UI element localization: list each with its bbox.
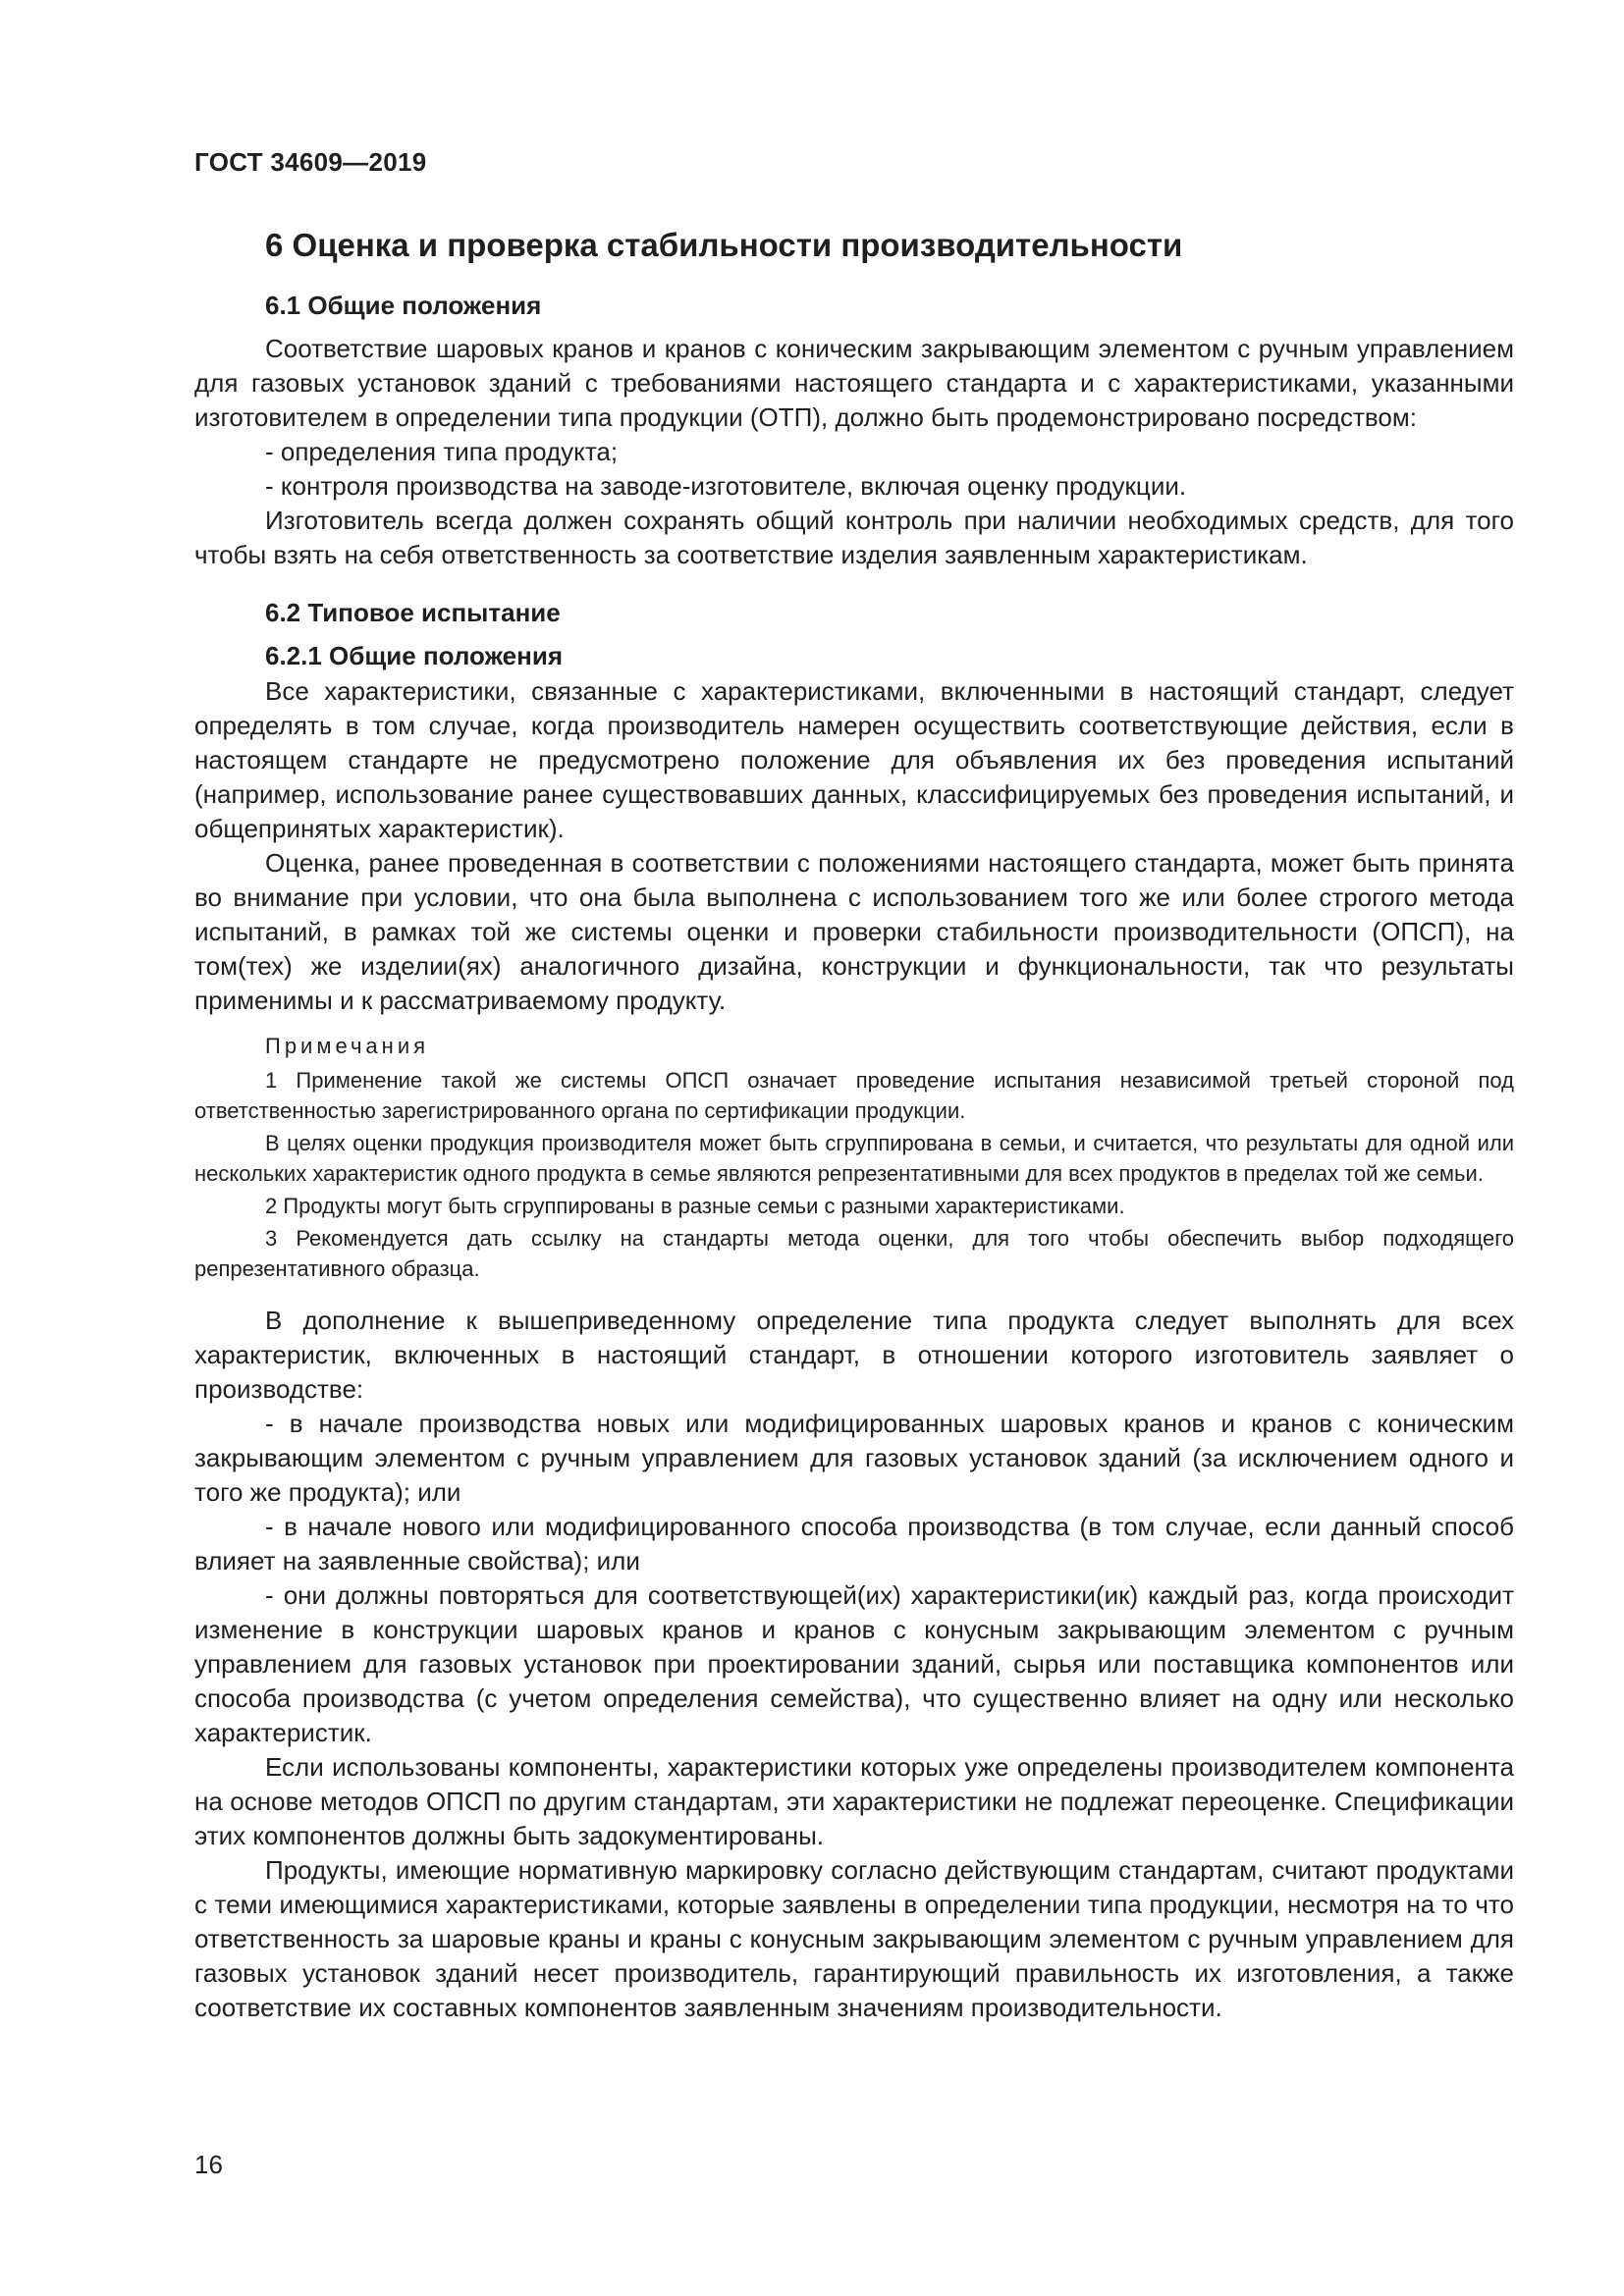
paragraph: Если использованы компоненты, характеристики которых уже определены производителем компонента на основе методов ОПСП по другим стандартам, эти характеристики не подлежат переоценке. Спецификации этих компонентов должны быть задокументированы. (194, 1752, 1514, 1850)
subsection-title-6-2: 6.2 Типовое испытание (265, 598, 561, 627)
note: 1 Применение такой же системы ОПСП означает проведение испытания независимой третьей стороной под ответственностью зарегистрированного органа по сертификации продукции. (194, 1068, 1514, 1123)
page-number: 16 (194, 2150, 223, 2179)
note: 3 Рекомендуется дать ссылку на стандарты метода оценки, для того чтобы обеспечить выбор подходящего репрезентативного образца. (194, 1226, 1514, 1281)
document-code: ГОСТ 34609—2019 (194, 147, 427, 177)
notes-title: Примечания (265, 1034, 430, 1058)
list-item: - в начале нового или модифицированного способа производства (в том случае, если данный способ влияет на заявленные свойства); или (194, 1512, 1514, 1575)
paragraph: В дополнение к вышеприведенному определение типа продукта следует выполнять для всех характеристик, включенных в настоящий стандарт, в отношении которого изготовитель заявляет о производстве: (194, 1306, 1514, 1404)
list-item: - определения типа продукта; (265, 437, 619, 466)
list-item: - контроля производства на заводе-изготовителе, включая оценку продукции. (265, 471, 1187, 501)
paragraph: Оценка, ранее проведенная в соответствии с положениями настоящего стандарта, может быть принята во внимание при условии, что она была выполнена с использованием того же или более строгого метода испытаний, в рамках той же системы оценки и проверки стабильности производительности (ОПСП), на том(тех) же изделии(ях) аналогичного дизайна, конструкции и функциональности, так что результаты применимы и к рассматриваемому продукту. (194, 848, 1514, 1015)
paragraph: Все характеристики, связанные с характеристиками, включенными в настоящий стандарт, следует определять в том случае, когда производитель намерен осуществить соответствующие действия, если в настоящем стандарте не предусмотрено положение для объявления их без проведения испытаний (например, использование ранее существовавших данных, классифицируемых без проведения испытаний, и общепринятых характеристик). (194, 676, 1514, 843)
list-item: - в начале производства новых или модифицированных шаровых кранов и кранов с коническим закрывающим элементом с ручным управлением для газовых установок зданий (за исключением одного и того же продукта); или (194, 1409, 1514, 1507)
section-title: 6 Оценка и проверка стабильности производительности (265, 227, 1183, 263)
subsection-title-6-1: 6.1 Общие положения (265, 291, 542, 320)
paragraph: Соответствие шаровых кранов и кранов с коническим закрывающим элементом с ручным управлением для газовых установок зданий с требованиями настоящего стандарта и с характеристиками, указанными изготовителем в определении типа продукции (ОТП), должно быть продемонстрировано посредством: (194, 334, 1514, 432)
paragraph: Изготовитель всегда должен сохранять общий контроль при наличии необходимых средств, для того чтобы взять на себя ответственность за соответствие изделия заявленным характеристикам. (194, 506, 1514, 569)
list-item: - они должны повторяться для соответствующей(их) характеристики(ик) каждый раз, когда происходит изменение в конструкции шаровых кранов и кранов с конусным закрывающим элементом с ручным управлением для газовых установок при проектировании зданий, сырья или поставщика компонентов или способа производства (с учетом определения семейства), что существенно влияет на одну или несколько характеристик. (194, 1580, 1514, 1747)
note: В целях оценки продукция производителя может быть сгруппирована в семьи, и считается, что результаты для одной или нескольких характеристик одного продукта в семье являются репрезентативными для всех продуктов в пределах той же семьи. (194, 1131, 1514, 1186)
paragraph: Продукты, имеющие нормативную маркировку согласно действующим стандартам, считают продуктами с теми имеющимися характеристиками, которые заявлены в определении типа продукции, несмотря на то что ответственность за шаровые краны и краны с конусным закрывающим элементом с ручным управлением для газовых установок зданий несет производитель, гарантирующий правильность их изготовления, а также соответствие их составных компонентов заявленным значениям производительности. (194, 1855, 1514, 2022)
note: 2 Продукты могут быть сгруппированы в разные семьи с разными характеристиками. (265, 1194, 1125, 1218)
page-content (194, 224, 1514, 2025)
subsection-title-6-2-1: 6.2.1 Общие положения (265, 641, 563, 670)
